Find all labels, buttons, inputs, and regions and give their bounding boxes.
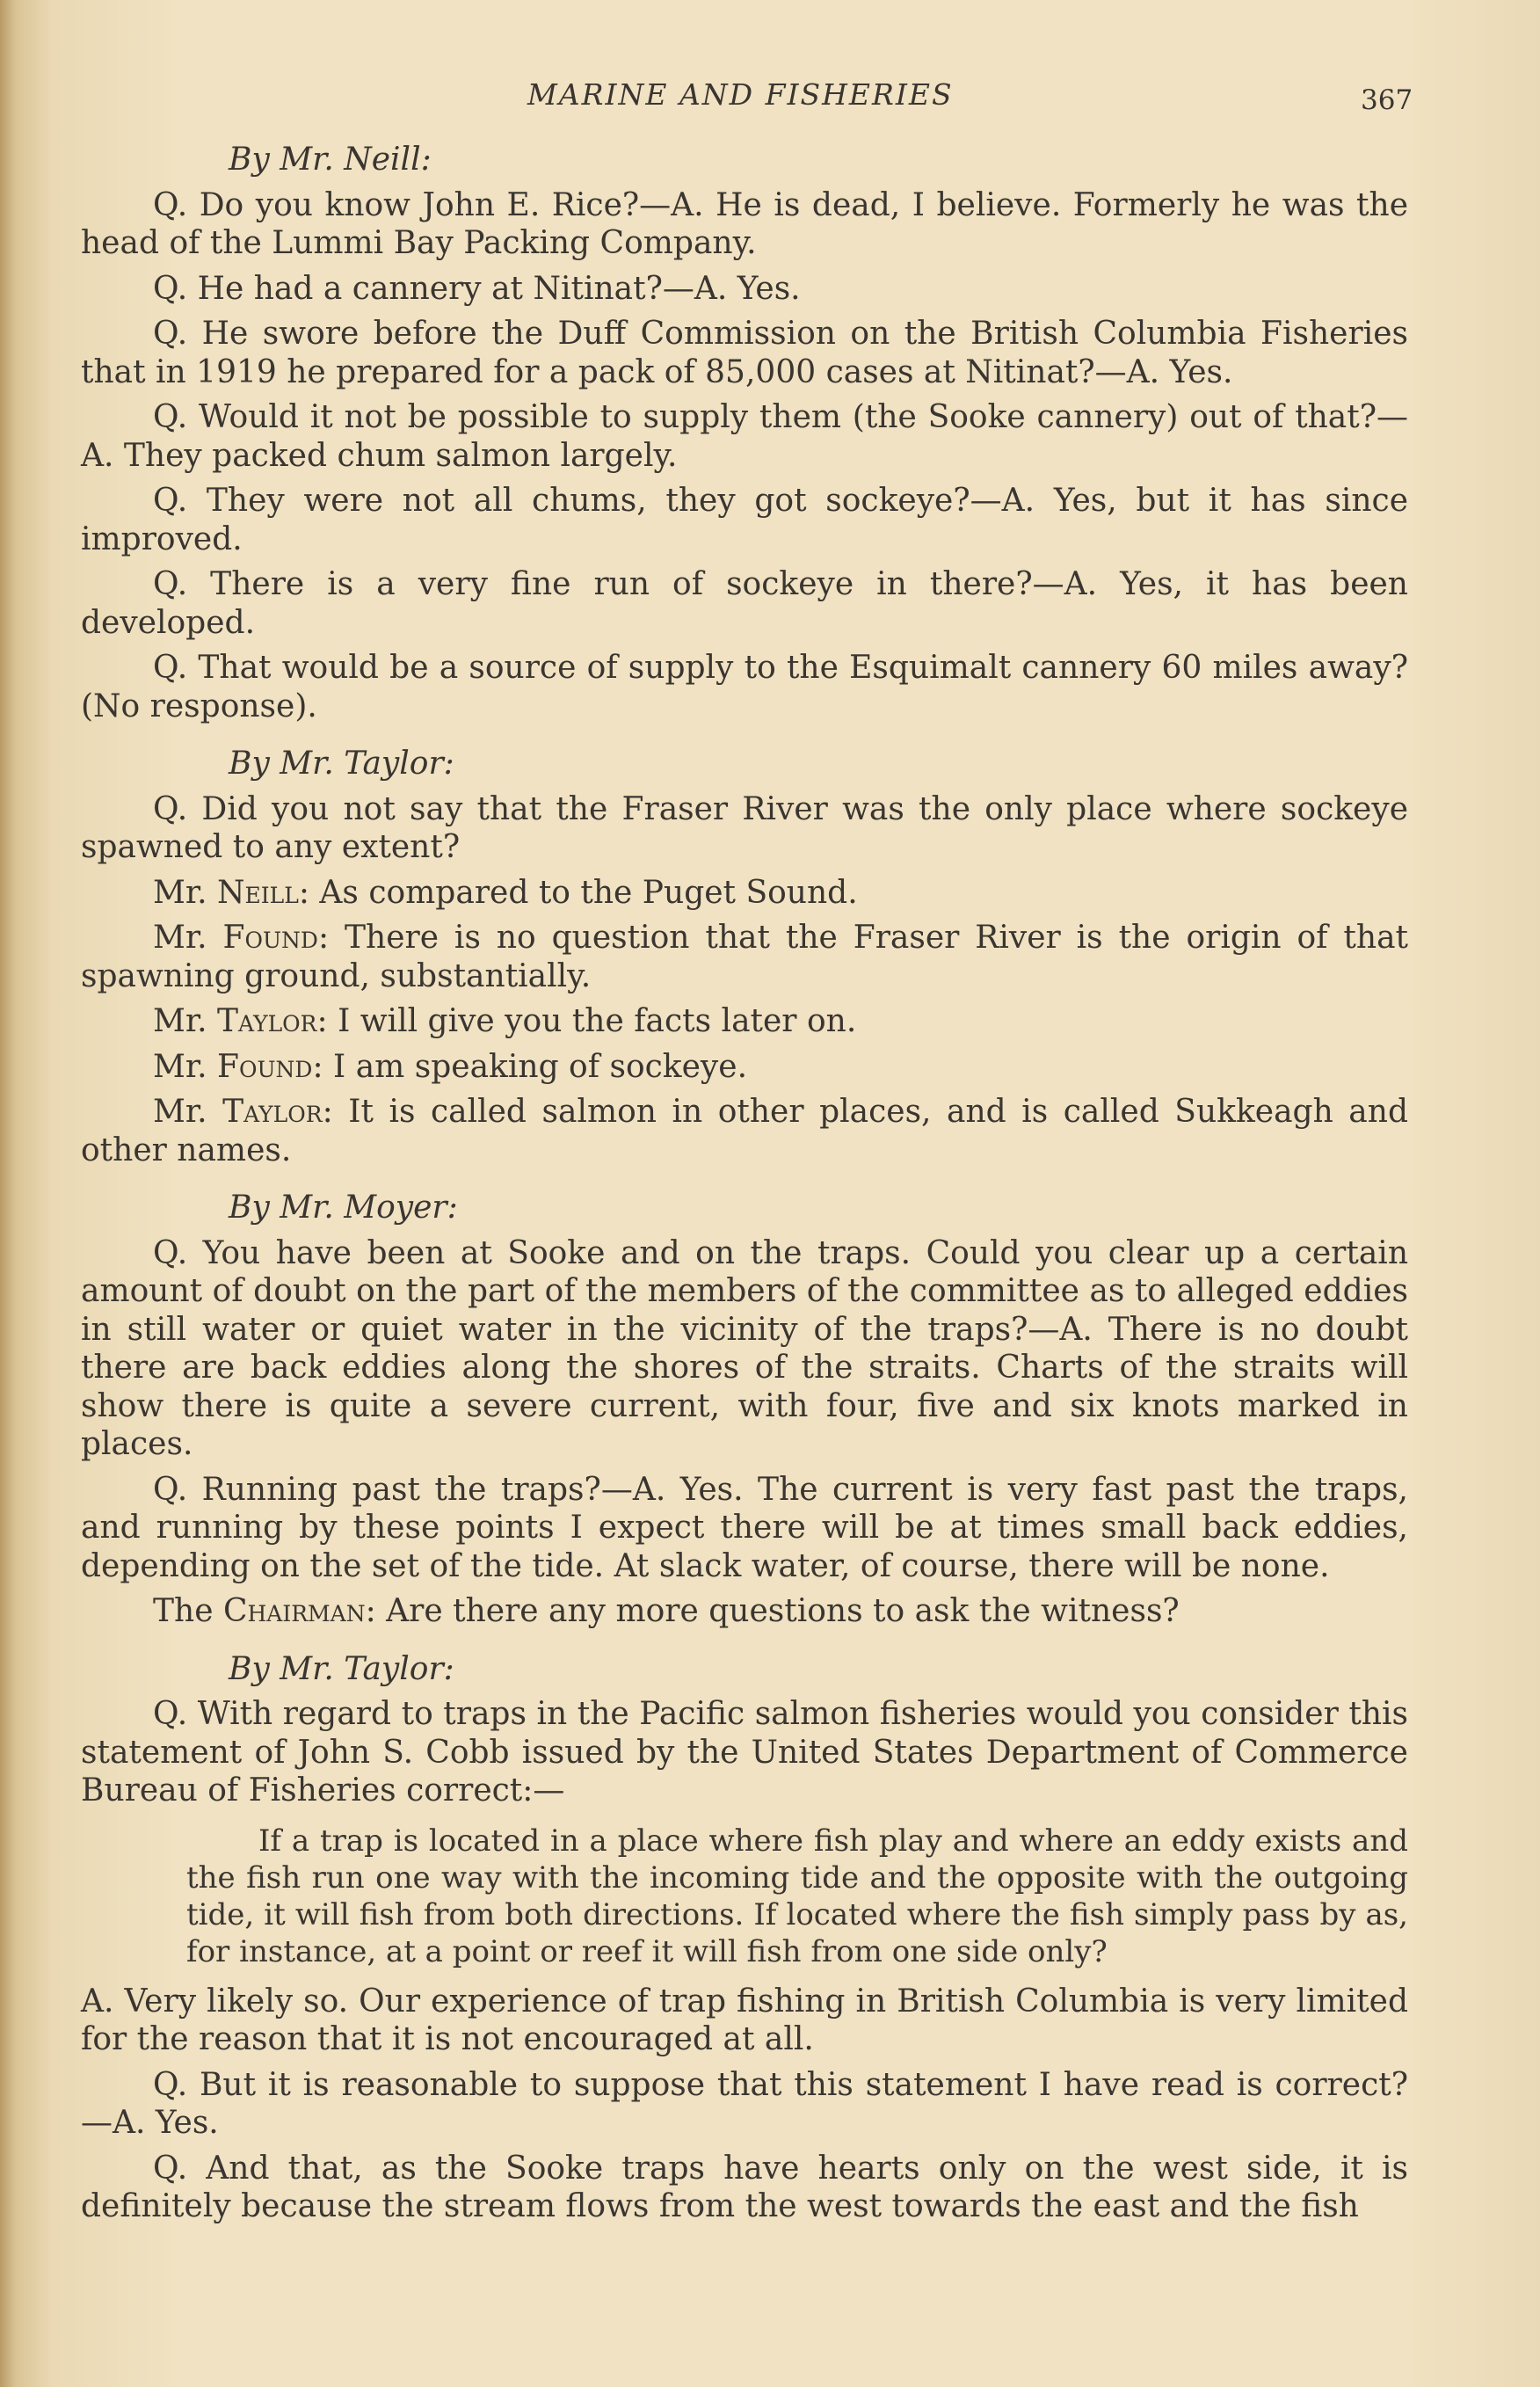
speaker-name: Found [222, 920, 318, 956]
paragraph: Q. They were not all chums, they got sockeye?—A. Yes, but it has since improved. [81, 483, 1408, 557]
speaker-paragraph [81, 1592, 1408, 1631]
speaker-prefix: Mr. [153, 874, 218, 911]
running-head-title: MARINE AND FISHERIES [527, 77, 954, 112]
page-number: 367 [1361, 84, 1413, 116]
speaker-prefix: Mr. [153, 1048, 218, 1085]
paragraph: Q. There is a very fine run of sockeye in there?—A. Yes, it has been developed. [81, 566, 1408, 641]
section-heading: By Mr. Moyer: [229, 1190, 458, 1226]
speaker-name: Taylor [217, 1003, 317, 1039]
speaker-name: Chairman [222, 1593, 366, 1629]
speaker-name: Found [217, 1048, 313, 1085]
paragraph: Q. And that, as the Sooke traps have hearts only on the west side, it is definitely because the stream flows from the west towards the east and the fish [81, 2150, 1408, 2224]
speaker-prefix: Mr. [153, 1094, 223, 1130]
paragraph: Q. That would be a source of supply to the Esquimalt cannery 60 miles away? (No response). [81, 650, 1408, 724]
speaker-text: : I will give you the facts later on. [316, 1003, 857, 1039]
paragraph: Q. With regard to traps in the Pacific salmon fisheries would you consider this statement of John S. Cobb issued by the United States Department of Commerce Bureau of Fisheries correct:— [81, 1696, 1408, 1808]
speaker-text: : Are there any more questions to ask the witness? [365, 1593, 1180, 1629]
paragraph: Q. Do you know John E. Rice?—A. He is dead, I believe. Formerly he was the head of the Lummi Bay Packing Company. [81, 186, 1408, 261]
speaker-text: : I am speaking of sockeye. [312, 1048, 748, 1085]
speaker-text: : There is no question that the Fraser River is the origin of that spawning ground, substantially. [81, 920, 1408, 994]
paragraph: Q. He swore before the Duff Commission on the British Columbia Fisheries that in 1919 he prepared for a pack of 85,000 cases at Nitinat?—A. Yes. [81, 316, 1408, 390]
section-heading: By Mr. Neill: [229, 142, 432, 178]
speaker-prefix: Mr. [153, 920, 223, 956]
paragraph: Q. But it is reasonable to suppose that this statement I have read is correct? —A. Yes. [81, 2066, 1408, 2141]
speaker-prefix: The [153, 1593, 223, 1629]
page-body [81, 141, 1408, 2233]
speaker-text: : It is called salmon in other places, and is called Sukkeagh and other names. [81, 1094, 1408, 1168]
speaker-paragraph [81, 919, 1408, 995]
speaker-text: : As compared to the Puget Sound. [298, 874, 858, 911]
answer-paragraph: A. Very likely so. Our experience of trap fishing in British Columbia is very limited for the reason that it is not encouraged at all. [81, 1983, 1408, 2057]
section-heading: By Mr. Taylor: [229, 1650, 454, 1687]
paragraph: Q. Running past the traps?—A. Yes. The current is very fast past the traps, and running by these points I expect there will be at times small back eddies, depending on the set of the tide. At slack water, of course, there will be none. [81, 1471, 1408, 1584]
paragraph: Q. You have been at Sooke and on the traps. Could you clear up a certain amount of doubt on the part of the members of the committee as to alleged eddies in still water or quiet water in the vicinity of the traps?—A. There is no doubt there are back eddies along the shores of the straits. Charts of the straits will show there is quite a severe current, with four, five and six knots marked in places. [81, 1234, 1408, 1462]
speaker-paragraph [81, 1048, 1408, 1087]
speaker-prefix: Mr. [153, 1003, 218, 1039]
speaker-name: Neill [217, 874, 299, 911]
speaker-paragraph [81, 1093, 1408, 1169]
paragraph: Q. He had a cannery at Nitinat?—A. Yes. [153, 270, 801, 307]
speaker-paragraph [81, 874, 1408, 913]
section-heading: By Mr. Taylor: [229, 746, 454, 782]
block-quote: If a trap is located in a place where fish play and where an eddy exists and the fish run one way with the incoming tide and the opposite with the outgoing tide, it will fish from both directions. If located where the fish simply pass by as, for instance, at a point or reef it will fish from one side only? [186, 1823, 1408, 1969]
speaker-paragraph [81, 1002, 1408, 1041]
paragraph: Q. Did you not say that the Fraser River was the only place where sockeye spawned to any extent? [81, 790, 1408, 865]
speaker-name: Taylor [222, 1094, 323, 1130]
paragraph: Q. Would it not be possible to supply them (the Sooke cannery) out of that?—A. They packed chum salmon largely. [81, 399, 1408, 474]
